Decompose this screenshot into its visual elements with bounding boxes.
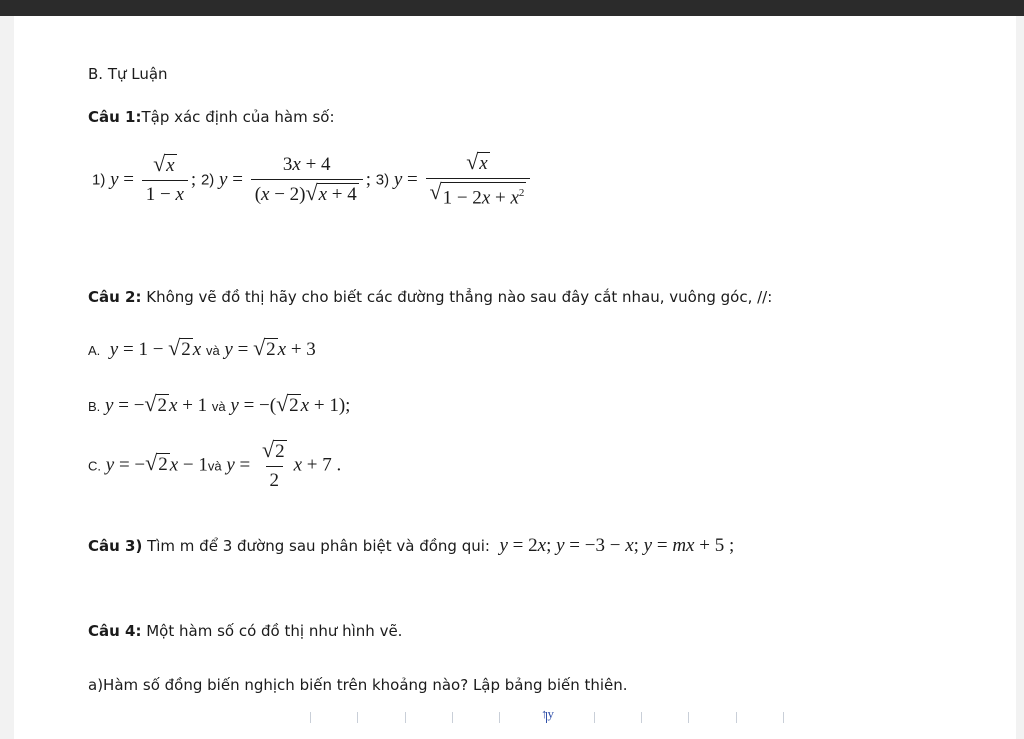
option-b-and: và <box>211 399 226 414</box>
graph-figure <box>300 706 800 723</box>
question-2 <box>88 288 772 306</box>
question-1-label: Câu 1: <box>88 108 142 126</box>
formula-2-label: 2) <box>200 171 215 189</box>
grid-tick <box>310 712 311 723</box>
option-b: B. y = − √ 2 x + 1 và y = −( √ 2 x + 1); <box>88 391 351 416</box>
formula-1: y = √ x 1 − x ; <box>110 151 201 206</box>
grid-tick <box>594 712 595 723</box>
top-bar <box>0 0 1024 16</box>
question-3-text: Tìm m để 3 đường sau phân biệt và đồng qui: <box>142 537 490 555</box>
grid-tick <box>499 712 500 723</box>
option-c-label: C. <box>88 458 101 474</box>
grid-tick <box>783 712 784 723</box>
option-a: A. y = 1 − √ 2 x và y = √ 2 x + 3 <box>88 335 316 360</box>
question-1-formulas <box>92 149 533 209</box>
grid-tick <box>357 712 358 723</box>
y-axis-label: y <box>547 706 554 721</box>
grid-tick <box>641 712 642 723</box>
question-4-label: Câu 4: <box>88 622 142 640</box>
question-4-text: Một hàm số có đồ thị như hình vẽ. <box>141 622 403 640</box>
formula-3: y = √ x √ $1 - 2x + x^2$ <box>394 169 534 190</box>
formula-2: y = 3x + 4 (x − 2) √ x + 4 ; <box>219 154 376 206</box>
grid-tick <box>688 712 689 723</box>
formula-3-label: 3) <box>375 171 390 189</box>
section-title: B. Tự Luận <box>88 65 168 83</box>
grid-tick <box>452 712 453 723</box>
grid-tick <box>405 712 406 723</box>
question-1 <box>88 108 335 126</box>
question-2-text: Không vẽ đồ thị hãy cho biết các đường thẳng nào sau đây cắt nhau, vuông góc, //: <box>141 288 773 306</box>
option-a-and: và <box>205 343 220 358</box>
formula-1-label: 1) <box>92 171 106 189</box>
y-axis-arrow-icon: ↑y <box>541 706 554 721</box>
document-page <box>14 16 1016 739</box>
question-3 <box>88 535 734 557</box>
question-3-label: Câu 3) <box>88 537 143 555</box>
question-4 <box>88 622 402 640</box>
option-c-and: và <box>207 458 222 474</box>
question-3-formula: y = 2x; y = −3 − x; y = mx + 5 ; <box>499 535 735 556</box>
option-a-label: A. <box>88 343 101 358</box>
question-4-part-a: a)Hàm số đồng biến nghịch biến trên khoảng nào? Lập bảng biến thiên. <box>88 676 628 694</box>
question-2-label: Câu 2: <box>88 288 142 306</box>
option-b-label: B. <box>88 399 101 414</box>
question-1-text: Tập xác định của hàm số: <box>141 108 335 126</box>
option-c: C. y = − √ 2 x − 1và y = √ 2 2 x + 7 . <box>88 437 342 491</box>
grid-tick <box>736 712 737 723</box>
